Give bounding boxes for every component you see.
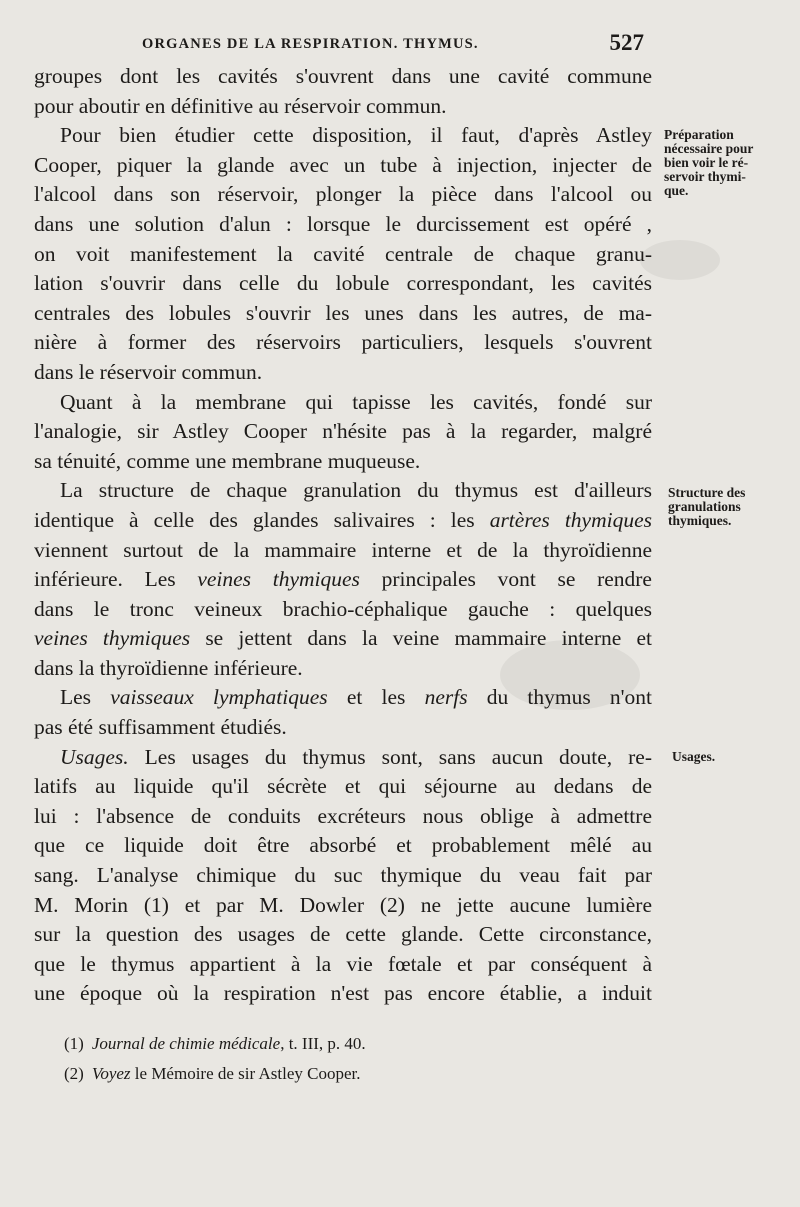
text-line: une époque où la respiration n'est pas encore établie, a induit bbox=[34, 981, 652, 1006]
text-line: centrales des lobules s'ouvrir les unes dans les autres, de ma- bbox=[34, 300, 652, 325]
footnote-number: (2) bbox=[64, 1064, 84, 1083]
text-line: inférieure. Les veines thymiques principales vont se rendre bbox=[34, 567, 652, 592]
paper-stain bbox=[640, 240, 720, 280]
body-text bbox=[34, 62, 652, 1009]
text-line: nière à former des réservoirs particuliers, lesquels s'ouvrent bbox=[34, 330, 652, 355]
text-line: sur la question des usages de cette glande. Cette circonstance, bbox=[34, 922, 652, 947]
margin-note-line: thymiques. bbox=[668, 513, 732, 528]
margin-note-line: servoir thymi- bbox=[664, 169, 746, 184]
text-line: Usages. Les usages du thymus sont, sans aucun doute, re- bbox=[60, 744, 652, 769]
text-line: viennent surtout de la mammaire interne et de la thyroïdienne bbox=[34, 537, 652, 562]
text-line: on voit manifestement la cavité centrale de chaque granu- bbox=[34, 241, 652, 266]
page-number: 527 bbox=[609, 30, 644, 55]
running-title: ORGANES DE LA RESPIRATION. THYMUS. bbox=[142, 36, 479, 52]
footnote-source: Journal de chimie médicale bbox=[91, 1034, 281, 1053]
text-line: Cooper, piquer la glande avec un tube à injection, injecter de bbox=[34, 152, 652, 177]
text-line: veines thymiques se jettent dans la veine mammaire interne et bbox=[34, 626, 652, 651]
margin-note-line: Usages. bbox=[672, 749, 716, 764]
text-line: lation s'ouvrir dans celle du lobule correspondant, les cavités bbox=[34, 271, 652, 296]
footnote-ref: , t. III, p. 40. bbox=[280, 1034, 366, 1053]
margin-note-line: bien voir le ré- bbox=[664, 155, 749, 170]
margin-note-structure bbox=[668, 486, 745, 528]
margin-note-line: nécessaire pour bbox=[664, 141, 754, 156]
text-line: sang. L'analyse chimique du suc thymique du veau fait par bbox=[34, 863, 652, 888]
running-head bbox=[34, 32, 644, 56]
text-line: Quant à la membrane qui tapisse les cavités, fondé sur bbox=[60, 389, 652, 414]
text-line: latifs au liquide qu'il sécrète et qui séjourne au dedans de bbox=[34, 774, 652, 799]
margin-note-line: granulations bbox=[668, 499, 741, 514]
text-line: identique à celle des glandes salivaires : les artères thymiques bbox=[34, 507, 652, 532]
text-line: dans le tronc veineux brachio-céphalique gauche : quelques bbox=[34, 596, 652, 621]
margin-note-line: Préparation bbox=[664, 127, 734, 142]
footnote-ref: le Mémoire de sir Astley Cooper. bbox=[130, 1064, 361, 1083]
footnote bbox=[64, 1029, 624, 1059]
margin-note-line: Structure des bbox=[668, 485, 746, 500]
text-line: l'alcool dans son réservoir, plonger la pièce dans l'alcool ou bbox=[34, 182, 652, 207]
text-line: Pour bien étudier cette disposition, il faut, d'après Astley bbox=[60, 123, 652, 148]
text-line: M. Morin (1) et par M. Dowler (2) ne jette aucune lumière bbox=[34, 892, 652, 917]
text-line: pour aboutir en définitive au réservoir commun. bbox=[34, 93, 447, 118]
footnote bbox=[64, 1059, 624, 1089]
text-line: que ce liquide doit être absorbé et probablement mêlé au bbox=[34, 833, 652, 858]
footnote-number: (1) bbox=[64, 1034, 84, 1053]
text-line: Les vaisseaux lymphatiques et les nerfs du thymus n'ont bbox=[60, 685, 652, 710]
text-line: groupes dont les cavités s'ouvrent dans une cavité commune bbox=[34, 64, 652, 88]
text-line: dans le réservoir commun. bbox=[34, 359, 263, 384]
margin-note-line: que. bbox=[664, 183, 689, 198]
text-line: que le thymus appartient à la vie fœtale et par conséquent à bbox=[34, 951, 652, 976]
text-line: lui : l'absence de conduits excréteurs nous oblige à admettre bbox=[34, 803, 652, 828]
text-line: l'analogie, sir Astley Cooper n'hésite pas à la regarder, malgré bbox=[34, 419, 652, 444]
text-line: dans une solution d'alun : lorsque le durcissement est opéré , bbox=[34, 211, 652, 236]
footnote-source: Voyez bbox=[91, 1064, 131, 1083]
margin-note-usages bbox=[672, 750, 715, 764]
margin-note-preparation bbox=[664, 128, 753, 198]
text-line: sa ténuité, comme une membrane muqueuse. bbox=[34, 448, 421, 473]
text-line: La structure de chaque granulation du thymus est d'ailleurs bbox=[60, 478, 652, 503]
text-line: dans la thyroïdienne inférieure. bbox=[34, 655, 303, 680]
footnotes bbox=[64, 1029, 624, 1089]
text-line: pas été suffisamment étudiés. bbox=[34, 715, 287, 740]
